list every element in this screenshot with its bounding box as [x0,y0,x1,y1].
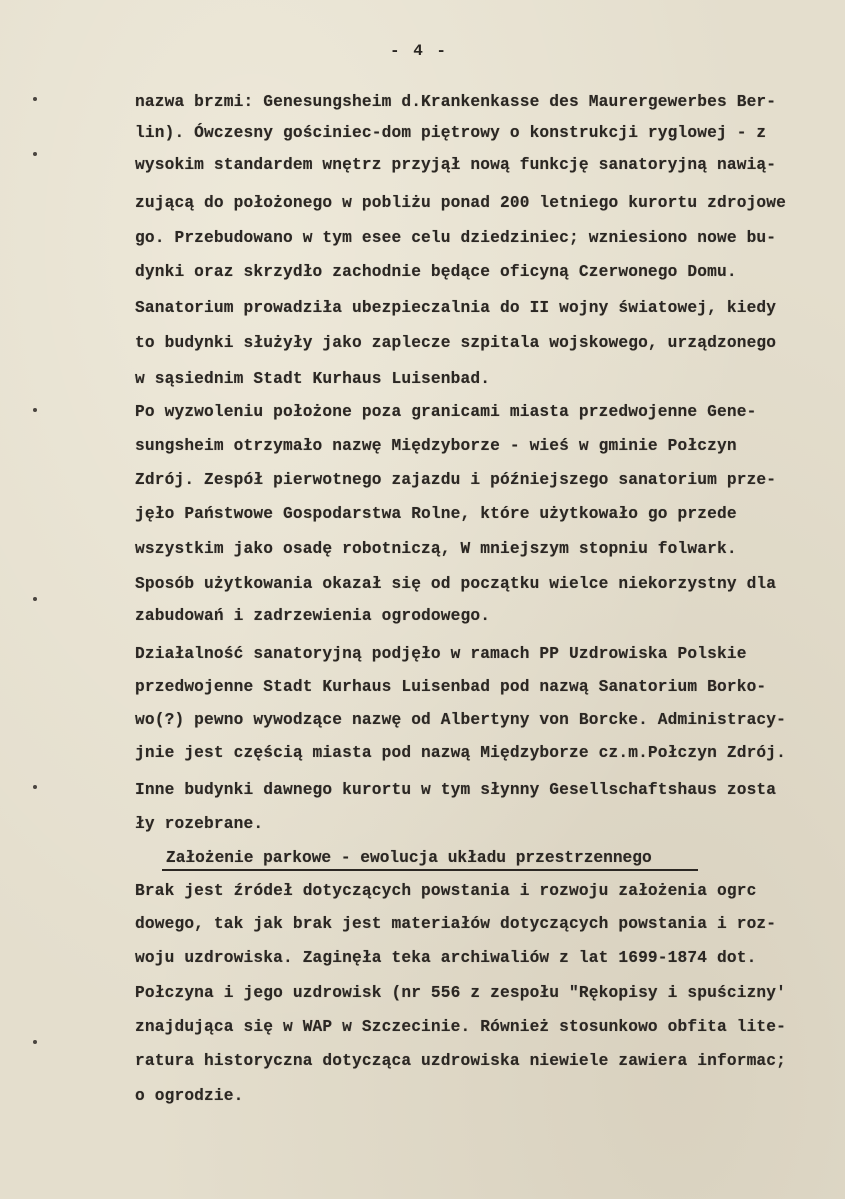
text-line: Sposób użytkowania okazał się od początku wielce niekorzystny dla [135,575,777,593]
punch-hole-mark [33,152,37,156]
punch-hole-mark [33,408,37,412]
section-heading: Założenie parkowe - ewolucja układu przestrzennego [166,849,652,867]
text-line: w sąsiednim Stadt Kurhaus Luisenbad. [135,370,491,388]
text-line: o ogrodzie. [135,1087,244,1105]
text-line: sungsheim otrzymało nazwę Międzyborze - wieś w gminie Połczyn [135,437,737,455]
text-line: woju uzdrowiska. Zaginęła teka archiwaliów z lat 1699-1874 dot. [135,949,757,967]
text-line: ły rozebrane. [135,815,264,833]
text-line: Zdrój. Zespół pierwotnego zajazdu i późniejszego sanatorium prze- [135,471,777,489]
text-line: Brak jest źródeł dotyczących powstania i rozwoju założenia ogrc [135,882,757,900]
heading-underline [162,869,698,871]
text-line: dowego, tak jak brak jest materiałów dotyczących powstania i roz- [135,915,777,933]
text-line: ratura historyczna dotycząca uzdrowiska niewiele zawiera informac; [135,1052,787,1070]
text-line: Po wyzwoleniu położone poza granicami miasta przedwojenne Gene- [135,403,757,421]
text-line: zabudowań i zadrzewienia ogrodowego. [135,607,491,625]
text-line: dynki oraz skrzydło zachodnie będące oficyną Czerwonego Domu. [135,263,737,281]
punch-hole-mark [33,597,37,601]
text-line: znajdująca się w WAP w Szczecinie. Również stosunkowo obfita lite- [135,1018,787,1036]
text-line: lin). Ówczesny gościniec-dom piętrowy o konstrukcji ryglowej - z [135,124,767,142]
text-line: nazwa brzmi: Genesungsheim d.Krankenkasse des Maurergewerbes Ber- [135,93,777,111]
text-line: wysokim standardem wnętrz przyjął nową funkcję sanatoryjną nawią- [135,156,777,174]
text-line: Połczyna i jego uzdrowisk (nr 556 z zespołu "Rękopisy i spuścizny' [135,984,787,1002]
punch-hole-mark [33,785,37,789]
text-line: Sanatorium prowadziła ubezpieczalnia do II wojny światowej, kiedy [135,299,777,317]
text-line: jnie jest częścią miasta pod nazwą Międzyborze cz.m.Połczyn Zdrój. [135,744,787,762]
text-line: jęło Państwowe Gospodarstwa Rolne, które użytkowało go przede [135,505,737,523]
punch-hole-mark [33,1040,37,1044]
text-line: Inne budynki dawnego kurortu w tym słynny Gesellschaftshaus zosta [135,781,777,799]
text-line: zującą do położonego w pobliżu ponad 200 letniego kurortu zdrojowe [135,194,787,212]
text-line: przedwojenne Stadt Kurhaus Luisenbad pod nazwą Sanatorium Borko- [135,678,767,696]
text-line: Działalność sanatoryjną podjęło w ramach PP Uzdrowiska Polskie [135,645,747,663]
text-line: wo(?) pewno wywodzące nazwę od Albertyny von Borcke. Administracy- [135,711,787,729]
text-line: wszystkim jako osadę robotniczą, W mniejszym stopniu folwark. [135,540,737,558]
page-number: - 4 - [390,42,449,60]
text-line: to budynki służyły jako zaplecze szpitala wojskowego, urządzonego [135,334,777,352]
punch-hole-mark [33,97,37,101]
text-line: go. Przebudowano w tym esee celu dziedziniec; wzniesiono nowe bu- [135,229,777,247]
